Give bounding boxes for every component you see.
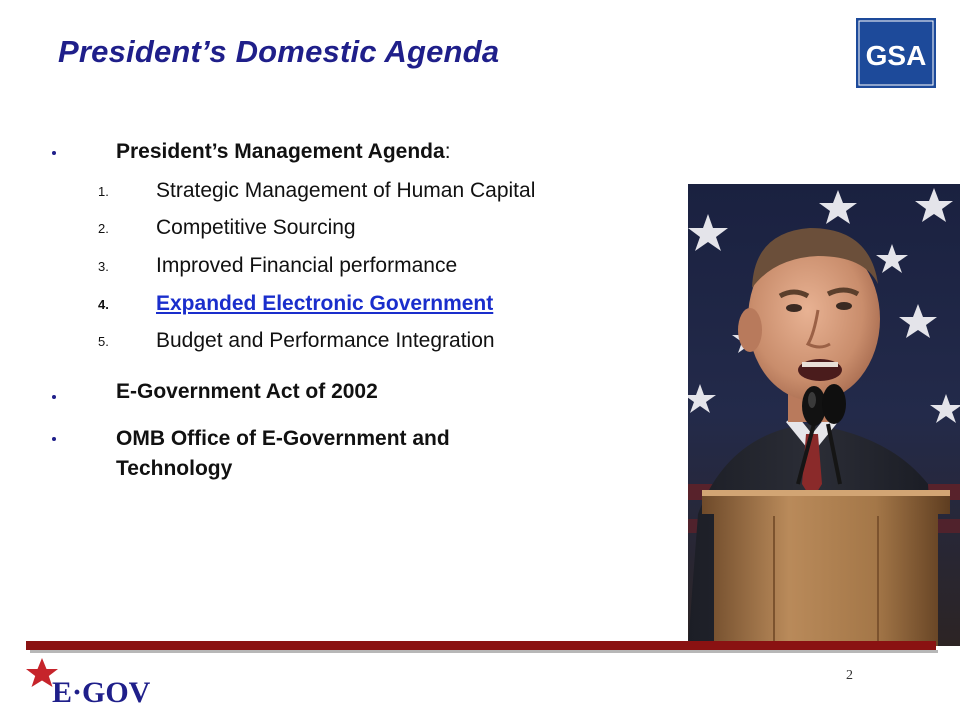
- footer-rule: [26, 641, 936, 650]
- bullet-icon: [52, 151, 56, 155]
- egov-logo: [24, 656, 184, 710]
- gsa-logo: [856, 18, 936, 88]
- footer-rule-shadow: [30, 650, 938, 653]
- agenda-item-number: 4.: [98, 297, 109, 312]
- agenda-item-label: Budget and Performance Integration: [156, 329, 495, 352]
- slide-title: President’s Domestic Agenda: [58, 34, 500, 69]
- agenda-item-number: 2.: [98, 221, 109, 236]
- agenda-item-number: 5.: [98, 334, 109, 349]
- bullet-label-line2: Technology: [116, 457, 233, 480]
- gsa-logo-text: GSA: [865, 40, 927, 71]
- bullet-label: President’s Management Agenda: [116, 140, 445, 163]
- bullet-icon: [52, 395, 56, 399]
- agenda-item-label: Competitive Sourcing: [156, 216, 356, 239]
- agenda-item-label: Improved Financial performance: [156, 254, 458, 277]
- page-number: 2: [846, 668, 853, 683]
- bullet-omb-office: [116, 424, 450, 484]
- agenda-item-number: 3.: [98, 259, 109, 274]
- agenda-item-number: 1.: [98, 184, 109, 199]
- bullet-label: OMB Office of E-Government and: [116, 427, 450, 450]
- speaker-photo: [688, 184, 960, 646]
- bullet-management-agenda: [116, 137, 451, 167]
- agenda-item-label: Strategic Management of Human Capital: [156, 179, 536, 202]
- egov-logo-text: E·GOV: [52, 676, 151, 709]
- bullet-suffix: :: [444, 140, 451, 163]
- bullet-icon: [52, 437, 56, 441]
- expanded-egov-link[interactable]: Expanded Electronic Government: [156, 292, 494, 315]
- bullet-egov-act: E-Government Act of 2002: [116, 380, 378, 403]
